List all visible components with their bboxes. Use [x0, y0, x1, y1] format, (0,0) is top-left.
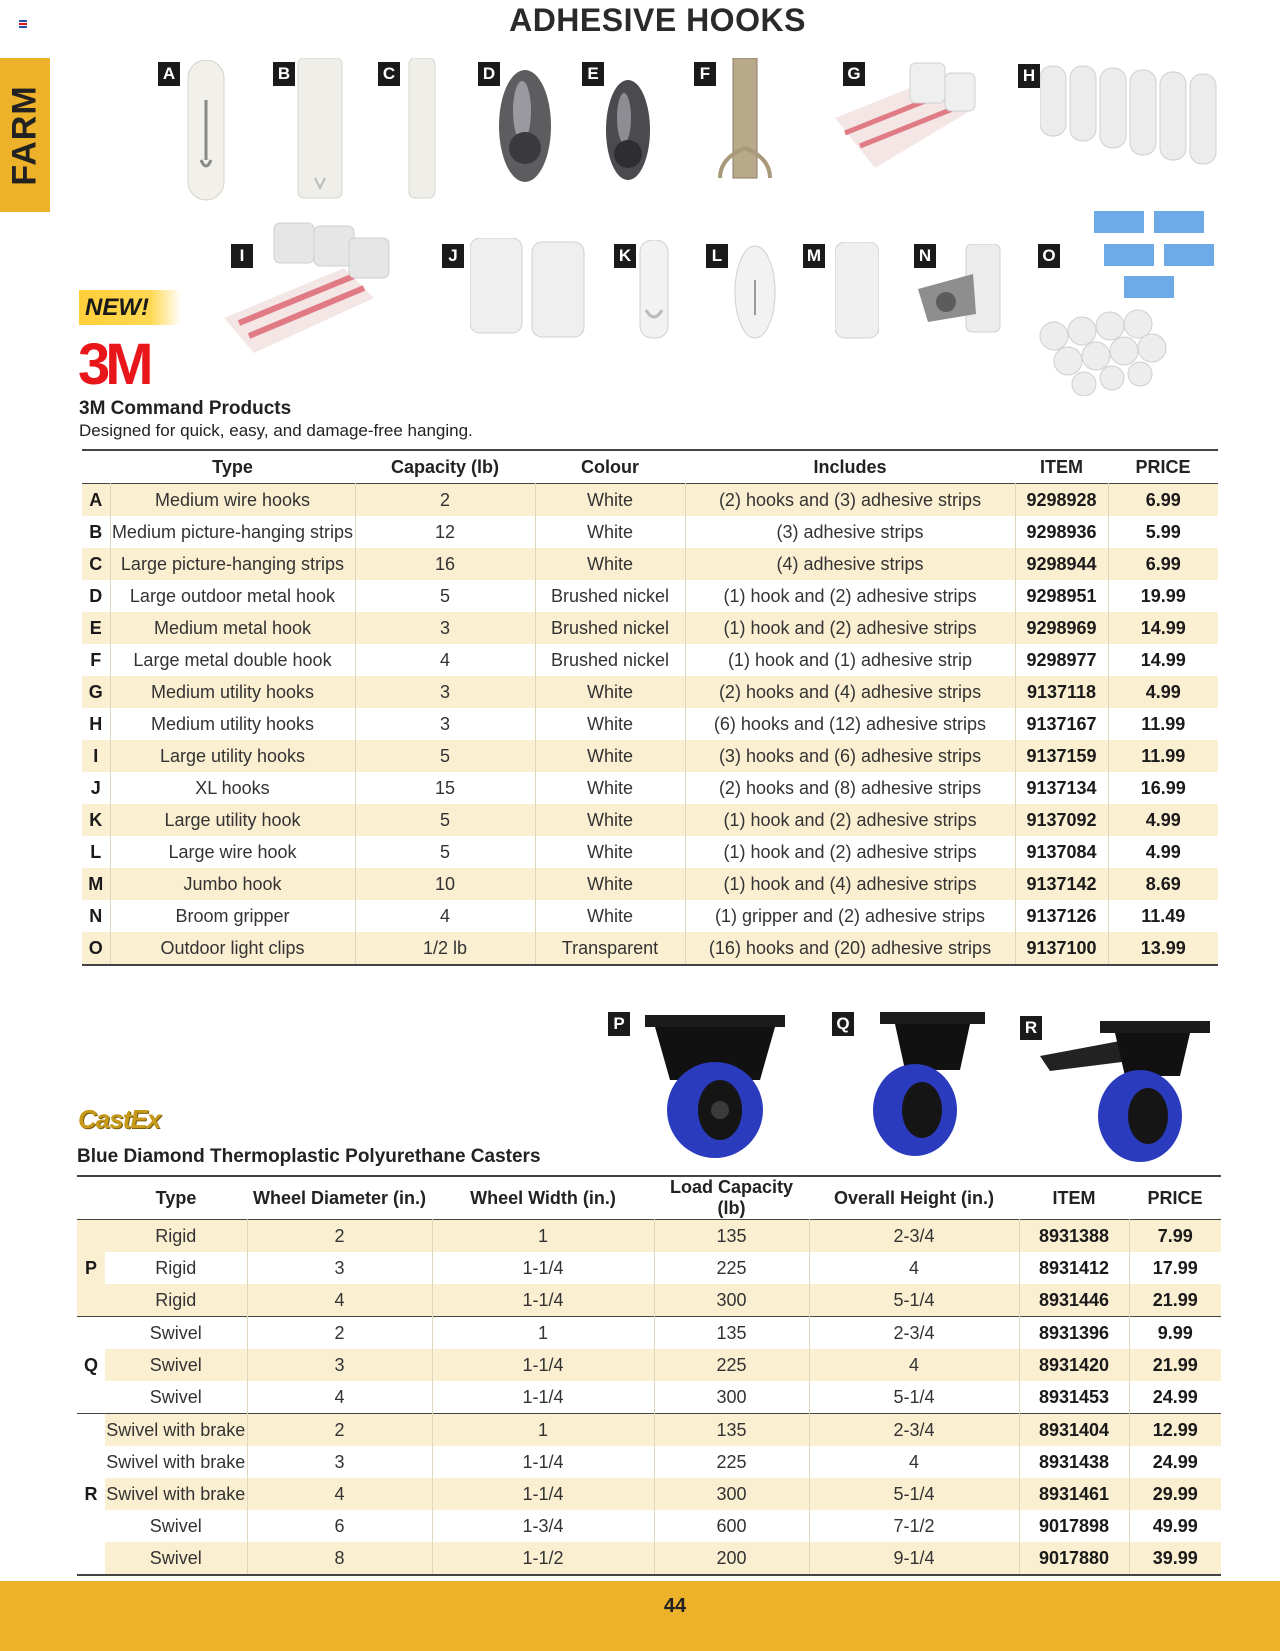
row-price: 8.69	[1108, 868, 1218, 900]
row-letter: D	[82, 580, 110, 612]
row-load: 225	[654, 1446, 809, 1478]
row-letter: O	[82, 932, 110, 965]
product-label: J	[442, 244, 464, 268]
row-height: 9-1/4	[809, 1542, 1019, 1575]
row-item: 8931453	[1019, 1381, 1129, 1414]
row-item: 8931438	[1019, 1446, 1129, 1478]
row-type: Swivel	[105, 1317, 247, 1350]
row-item: 9137118	[1015, 676, 1108, 708]
row-price: 21.99	[1129, 1284, 1221, 1317]
row-colour: Brushed nickel	[535, 580, 685, 612]
row-price: 24.99	[1152, 1451, 1198, 1472]
row-load: 225	[654, 1252, 809, 1284]
row-capacity: 3	[355, 612, 535, 644]
col-item: ITEM	[1052, 1187, 1096, 1208]
row-capacity: 4	[355, 900, 535, 932]
section-tab-label: FARM	[5, 84, 44, 186]
product-label: C	[378, 62, 400, 86]
product-label: E	[582, 62, 604, 86]
row-diameter: 2	[247, 1317, 432, 1350]
group-letter: Q	[83, 1354, 98, 1375]
product-label: L	[706, 244, 728, 268]
row-price: 13.99	[1108, 932, 1218, 965]
row-type: Broom gripper	[110, 900, 355, 932]
row-price: 9.99	[1157, 1322, 1193, 1343]
product-label: M	[803, 244, 825, 268]
row-item: 9137167	[1015, 708, 1108, 740]
row-price: 6.99	[1108, 484, 1218, 517]
row-load: 135	[654, 1317, 809, 1350]
row-price: 7.99	[1129, 1220, 1221, 1253]
table-row	[82, 804, 1218, 836]
table-row	[77, 1252, 1221, 1284]
row-price: 12.99	[1129, 1414, 1221, 1447]
row-diameter: 3	[247, 1446, 432, 1478]
row-colour: Brushed nickel	[535, 612, 685, 644]
product-image-d	[482, 56, 554, 189]
row-includes: (2) hooks and (4) adhesive strips	[685, 676, 1015, 708]
row-width: 1	[432, 1317, 654, 1350]
product-label: Q	[832, 1012, 854, 1036]
row-type: Medium picture-hanging strips	[110, 516, 355, 548]
row-capacity: 5	[355, 804, 535, 836]
page-title: ADHESIVE HOOKS	[509, 2, 806, 38]
row-width: 1-1/4	[432, 1381, 654, 1414]
command-section-title: 3M Command Products	[79, 398, 292, 419]
row-diameter: 2	[247, 1220, 432, 1253]
row-diameter: 3	[247, 1252, 432, 1284]
row-includes: (1) gripper and (2) adhesive strips	[685, 900, 1015, 932]
row-includes: (1) hook and (2) adhesive strips	[685, 804, 1015, 836]
row-height: 4	[809, 1252, 1019, 1284]
row-type: Swivel	[105, 1542, 247, 1575]
table-row	[77, 1414, 1221, 1447]
table-row	[77, 1446, 1221, 1478]
row-letter: I	[82, 740, 110, 772]
product-image-o	[1034, 206, 1224, 401]
row-type: Large metal double hook	[110, 644, 355, 676]
table-row	[82, 612, 1218, 644]
row-includes: (2) hooks and (3) adhesive strips	[685, 484, 1015, 517]
row-colour: White	[535, 484, 685, 517]
casters-section-title: Blue Diamond Thermoplastic Polyurethane Casters	[77, 1146, 541, 1167]
row-includes: (2) hooks and (8) adhesive strips	[685, 772, 1015, 804]
row-price: 29.99	[1129, 1478, 1221, 1510]
row-height: 5-1/4	[809, 1284, 1019, 1317]
col-wheel-diameter: Wheel Diameter (in.)	[252, 1187, 427, 1208]
row-item: 9298928	[1015, 484, 1108, 517]
table-row	[82, 836, 1218, 868]
command-section-subtitle: Designed for quick, easy, and damage-free hanging.	[79, 421, 473, 440]
row-colour: Transparent	[535, 932, 685, 965]
row-width: 1-1/4	[432, 1284, 654, 1317]
row-price: 14.99	[1140, 649, 1186, 670]
row-type: Rigid	[105, 1284, 247, 1317]
row-letter: J	[82, 772, 110, 804]
col-colour: Colour	[581, 456, 639, 477]
table-row	[77, 1478, 1221, 1510]
table-row	[82, 932, 1218, 965]
row-height: 2-3/4	[809, 1317, 1019, 1350]
row-letter: E	[82, 612, 110, 644]
product-label: R	[1020, 1016, 1042, 1040]
row-price: 24.99	[1152, 1386, 1198, 1407]
col-load-capacity: Load Capacity (lb)	[669, 1177, 794, 1218]
row-colour: White	[535, 708, 685, 740]
row-type: Medium utility hooks	[110, 676, 355, 708]
row-includes: (6) hooks and (12) adhesive strips	[685, 708, 1015, 740]
row-item: 9017898	[1019, 1510, 1129, 1542]
table-row	[82, 580, 1218, 612]
product-label: I	[231, 244, 253, 268]
row-item: 8931420	[1019, 1349, 1129, 1381]
row-load: 300	[654, 1284, 809, 1317]
row-price: 21.99	[1129, 1349, 1221, 1381]
row-type: Medium utility hooks	[110, 708, 355, 740]
row-includes: (4) adhesive strips	[685, 548, 1015, 580]
product-label: D	[478, 62, 500, 86]
row-item: 8931396	[1019, 1317, 1129, 1350]
row-letter: L	[82, 836, 110, 868]
col-includes: Includes	[813, 456, 887, 477]
row-capacity: 10	[355, 868, 535, 900]
row-letter: H	[82, 708, 110, 740]
row-item: 8931412	[1019, 1252, 1129, 1284]
row-item: 9017880	[1019, 1542, 1129, 1575]
product-image-c	[382, 58, 440, 208]
row-type: Swivel with brake	[105, 1414, 247, 1447]
row-includes: (1) hook and (2) adhesive strips	[685, 580, 1015, 612]
row-colour: White	[535, 516, 685, 548]
row-price: 11.99	[1141, 713, 1186, 734]
product-label: A	[158, 62, 180, 86]
row-price: 4.99	[1108, 676, 1218, 708]
row-load: 225	[654, 1349, 809, 1381]
col-letter	[82, 450, 110, 484]
brand-logo-castex: CastEx	[78, 1104, 161, 1134]
row-price: 5.99	[1145, 521, 1181, 542]
row-capacity: 5	[355, 836, 535, 868]
product-image-j	[448, 238, 590, 343]
row-capacity: 3	[355, 708, 535, 740]
table-row	[82, 772, 1218, 804]
col-wheel-width: Wheel Width (in.)	[470, 1187, 616, 1208]
row-includes: (1) hook and (1) adhesive strip	[685, 644, 1015, 676]
product-image-b	[277, 58, 345, 208]
row-colour: White	[535, 900, 685, 932]
row-type: Swivel	[105, 1381, 247, 1414]
row-item: 9137092	[1015, 804, 1108, 836]
row-capacity: 15	[355, 772, 535, 804]
row-price: 11.49	[1141, 905, 1186, 926]
row-colour: White	[535, 772, 685, 804]
row-colour: White	[535, 740, 685, 772]
product-image-n	[918, 244, 1008, 339]
row-letter: K	[82, 804, 110, 836]
table-row	[82, 900, 1218, 932]
row-price: 6.99	[1108, 548, 1218, 580]
row-capacity: 2	[355, 484, 535, 517]
row-price: 16.99	[1140, 777, 1186, 798]
product-image-r	[1024, 1016, 1215, 1171]
row-colour: White	[535, 548, 685, 580]
row-item: 8931461	[1019, 1478, 1129, 1510]
product-label: B	[273, 62, 295, 86]
row-diameter: 4	[247, 1478, 432, 1510]
row-includes: (3) hooks and (6) adhesive strips	[685, 740, 1015, 772]
col-item: ITEM	[1040, 456, 1083, 477]
row-width: 1-1/4	[432, 1478, 654, 1510]
row-diameter: 6	[247, 1510, 432, 1542]
col-overall-height: Overall Height (in.)	[833, 1187, 995, 1208]
row-letter: A	[82, 484, 110, 517]
row-letter: N	[82, 900, 110, 932]
table-header-row	[82, 450, 1218, 484]
row-item: 9298977	[1015, 644, 1108, 676]
brand-logo-3m: 3M	[78, 332, 149, 397]
row-item: 8931446	[1019, 1284, 1129, 1317]
row-width: 1-1/2	[432, 1542, 654, 1575]
row-diameter: 8	[247, 1542, 432, 1575]
row-capacity: 4	[355, 644, 535, 676]
table-row	[82, 868, 1218, 900]
row-type: Swivel	[105, 1510, 247, 1542]
row-type: Jumbo hook	[110, 868, 355, 900]
row-diameter: 3	[247, 1349, 432, 1381]
row-height: 2-3/4	[809, 1220, 1019, 1253]
row-type: Large utility hook	[110, 804, 355, 836]
row-item: 9137159	[1015, 740, 1108, 772]
product-label: N	[914, 244, 936, 268]
row-letter: M	[82, 868, 110, 900]
col-price: PRICE	[1147, 1187, 1203, 1208]
product-image-q	[836, 1010, 990, 1165]
row-height: 4	[809, 1349, 1019, 1381]
product-label: H	[1018, 64, 1040, 88]
row-width: 1-1/4	[432, 1252, 654, 1284]
row-letter: F	[82, 644, 110, 676]
row-height: 2-3/4	[809, 1414, 1019, 1447]
row-type: Medium wire hooks	[110, 484, 355, 517]
row-type: Large picture-hanging strips	[110, 548, 355, 580]
product-image-m	[806, 242, 879, 347]
row-colour: White	[535, 868, 685, 900]
table-row	[77, 1349, 1221, 1381]
row-colour: White	[535, 804, 685, 836]
page-number: 44	[663, 1595, 687, 1617]
row-item: 9137126	[1015, 900, 1108, 932]
product-label: P	[608, 1012, 630, 1036]
row-letter: C	[82, 548, 110, 580]
table-row	[82, 708, 1218, 740]
row-item: 9298969	[1015, 612, 1108, 644]
row-price: 11.99	[1108, 740, 1218, 772]
col-type: Type	[155, 1187, 197, 1208]
row-includes: (3) adhesive strips	[685, 516, 1015, 548]
group-letter: R	[77, 1414, 105, 1576]
product-image-l	[711, 240, 780, 345]
row-type: Rigid	[105, 1252, 247, 1284]
product-image-i	[224, 218, 394, 373]
table-row	[77, 1542, 1221, 1575]
row-type: Rigid	[105, 1220, 247, 1253]
row-price: 19.99	[1140, 585, 1186, 606]
row-item: 9137134	[1015, 772, 1108, 804]
row-capacity: 3	[355, 676, 535, 708]
row-capacity: 5	[355, 740, 535, 772]
table-row	[77, 1284, 1221, 1317]
row-width: 1	[432, 1220, 654, 1253]
row-load: 600	[654, 1510, 809, 1542]
row-price: 17.99	[1152, 1257, 1198, 1278]
table-row	[82, 644, 1218, 676]
table-row	[82, 740, 1218, 772]
row-type: Swivel with brake	[105, 1446, 247, 1478]
product-image-h	[1022, 60, 1220, 175]
row-type: Medium metal hook	[110, 612, 355, 644]
col-price: PRICE	[1135, 456, 1191, 477]
row-item: 9298944	[1015, 548, 1108, 580]
row-height: 4	[809, 1446, 1019, 1478]
row-capacity: 12	[355, 516, 535, 548]
table-row	[82, 676, 1218, 708]
row-width: 1-1/4	[432, 1446, 654, 1478]
row-type: Swivel with brake	[105, 1478, 247, 1510]
new-badge: NEW!	[79, 290, 181, 325]
product-image-k	[618, 240, 674, 345]
col-letter	[77, 1176, 105, 1220]
row-includes: (1) hook and (4) adhesive strips	[685, 868, 1015, 900]
row-colour: White	[535, 836, 685, 868]
row-load: 300	[654, 1478, 809, 1510]
product-image-p	[613, 1010, 790, 1165]
product-image-a	[162, 60, 236, 210]
row-height: 7-1/2	[809, 1510, 1019, 1542]
command-products-table	[82, 449, 1218, 966]
row-item: 9137100	[1015, 932, 1108, 965]
table-row	[82, 548, 1218, 580]
col-capacity: Capacity (lb)	[390, 456, 500, 477]
row-load: 300	[654, 1381, 809, 1414]
row-price: 4.99	[1145, 841, 1181, 862]
product-label: G	[843, 62, 865, 86]
row-height: 5-1/4	[809, 1381, 1019, 1414]
product-image-g	[815, 58, 985, 198]
row-letter: G	[82, 676, 110, 708]
row-type: Large utility hooks	[110, 740, 355, 772]
row-price: 4.99	[1108, 804, 1218, 836]
product-label: O	[1038, 244, 1060, 268]
row-colour: White	[535, 676, 685, 708]
row-item: 8931404	[1019, 1414, 1129, 1447]
row-height: 5-1/4	[809, 1478, 1019, 1510]
table-row	[77, 1510, 1221, 1542]
row-load: 200	[654, 1542, 809, 1575]
col-type: Type	[212, 456, 253, 477]
row-price: 14.99	[1108, 612, 1218, 644]
row-colour: Brushed nickel	[535, 644, 685, 676]
row-load: 135	[654, 1414, 809, 1447]
table-row	[82, 516, 1218, 548]
table-row	[82, 484, 1218, 517]
row-type: Large outdoor metal hook	[110, 580, 355, 612]
row-item: 9298951	[1015, 580, 1108, 612]
table-row	[77, 1381, 1221, 1414]
row-capacity: 16	[355, 548, 535, 580]
row-diameter: 2	[247, 1414, 432, 1447]
row-width: 1-3/4	[432, 1510, 654, 1542]
row-type: Outdoor light clips	[110, 932, 355, 965]
table-row	[77, 1220, 1221, 1253]
row-price: 39.99	[1129, 1542, 1221, 1575]
page-footer	[0, 1581, 1280, 1651]
row-includes: (1) hook and (2) adhesive strips	[685, 836, 1015, 868]
row-item: 9298936	[1015, 516, 1108, 548]
row-capacity: 5	[355, 580, 535, 612]
group-letter: P	[77, 1220, 105, 1317]
row-type: Swivel	[105, 1349, 247, 1381]
row-includes: (1) hook and (2) adhesive strips	[685, 612, 1015, 644]
row-type: Large wire hook	[110, 836, 355, 868]
row-item: 9137142	[1015, 868, 1108, 900]
row-item: 8931388	[1019, 1220, 1129, 1253]
row-load: 135	[654, 1220, 809, 1253]
row-letter: B	[82, 516, 110, 548]
row-diameter: 4	[247, 1381, 432, 1414]
section-tab	[0, 58, 50, 212]
row-price: 49.99	[1152, 1515, 1198, 1536]
row-includes: (16) hooks and (20) adhesive strips	[685, 932, 1015, 965]
row-width: 1	[432, 1414, 654, 1447]
row-diameter: 4	[247, 1284, 432, 1317]
row-type: XL hooks	[110, 772, 355, 804]
row-capacity: 1/2 lb	[355, 932, 535, 965]
table-header-row	[77, 1176, 1221, 1220]
casters-table	[77, 1175, 1221, 1576]
table-row	[77, 1317, 1221, 1350]
product-label: K	[614, 244, 636, 268]
row-item: 9137084	[1015, 836, 1108, 868]
product-image-e	[587, 58, 652, 191]
product-image-f	[699, 58, 780, 191]
product-label: F	[694, 62, 716, 86]
row-width: 1-1/4	[432, 1349, 654, 1381]
